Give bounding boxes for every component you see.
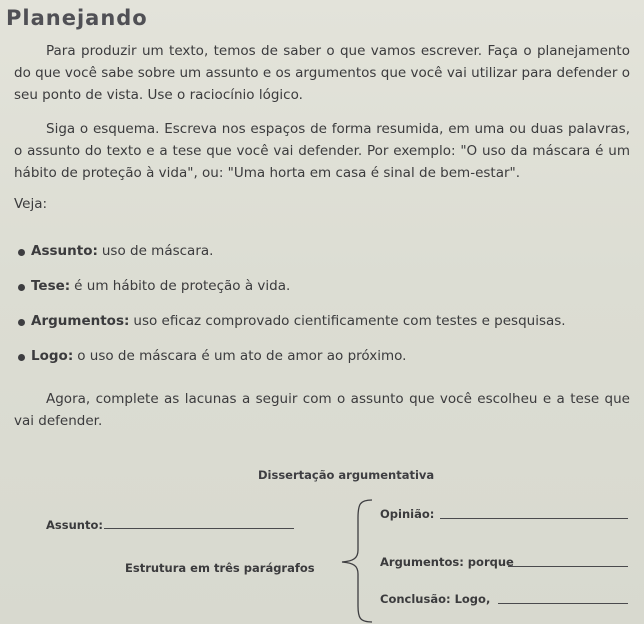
bullet-text: uso eficaz comprovado cientificamente com testes e pesquisas. bbox=[133, 313, 566, 329]
section-title: Planejando bbox=[6, 6, 148, 30]
opiniao-label: Opinião: bbox=[380, 507, 435, 521]
instructions-paragraph bbox=[14, 118, 630, 184]
assunto-label: Assunto: bbox=[46, 518, 103, 532]
complete-paragraph-text: Agora, complete as lacunas a seguir com o assunto que você escolheu e a tese que vai defender. bbox=[14, 391, 630, 429]
assunto-blank-line[interactable] bbox=[104, 528, 294, 529]
bullet-dot-icon bbox=[18, 284, 25, 291]
estrutura-label: Estrutura em três parágrafos bbox=[125, 561, 315, 575]
bullet-term: Argumentos: bbox=[31, 313, 130, 329]
bullet-term: Assunto: bbox=[31, 243, 98, 259]
bullet-text: o uso de máscara é um ato de amor ao próximo. bbox=[77, 348, 407, 364]
bullet-text: uso de máscara. bbox=[101, 243, 214, 259]
veja-label: Veja: bbox=[14, 196, 48, 212]
bullet-logo bbox=[18, 348, 628, 383]
example-bullet-list bbox=[18, 243, 628, 383]
opiniao-blank-line[interactable] bbox=[440, 518, 628, 519]
complete-paragraph bbox=[14, 388, 630, 432]
intro-paragraph-text: Para produzir um texto, temos de saber o que vamos escrever. Faça o planejamento do que você sabe sobre um assunto e os argumentos que você vai utilizar para defender o seu ponto de vista. Use o raciocínio lógico. bbox=[14, 43, 630, 103]
bullet-dot-icon bbox=[18, 319, 25, 326]
bullet-term: Logo: bbox=[31, 348, 74, 364]
bullet-tese bbox=[18, 278, 628, 313]
scheme-title: Dissertação argumentativa bbox=[258, 468, 435, 482]
bullet-dot-icon bbox=[18, 354, 25, 361]
instructions-paragraph-text: Siga o esquema. Escreva nos espaços de forma resumida, em uma ou duas palavras, o assunto do texto e a tese que você vai defender. Por exemplo: "O uso da máscara é um hábito de proteção à vida", ou: "Uma horta em casa é sinal de bem-estar". bbox=[14, 121, 630, 181]
intro-paragraph bbox=[14, 40, 630, 106]
bullet-argumentos bbox=[18, 313, 628, 348]
argumentos-blank-line[interactable] bbox=[508, 566, 628, 567]
bullet-term: Tese: bbox=[31, 278, 71, 294]
conclusao-blank-line[interactable] bbox=[498, 603, 628, 604]
argumentos-label: Argumentos: porque bbox=[380, 555, 514, 569]
conclusao-label: Conclusão: Logo, bbox=[380, 592, 491, 606]
bullet-text: é um hábito de proteção à vida. bbox=[74, 278, 291, 294]
bullet-assunto bbox=[18, 243, 628, 278]
bullet-dot-icon bbox=[18, 249, 25, 256]
curly-brace-icon bbox=[334, 498, 374, 624]
